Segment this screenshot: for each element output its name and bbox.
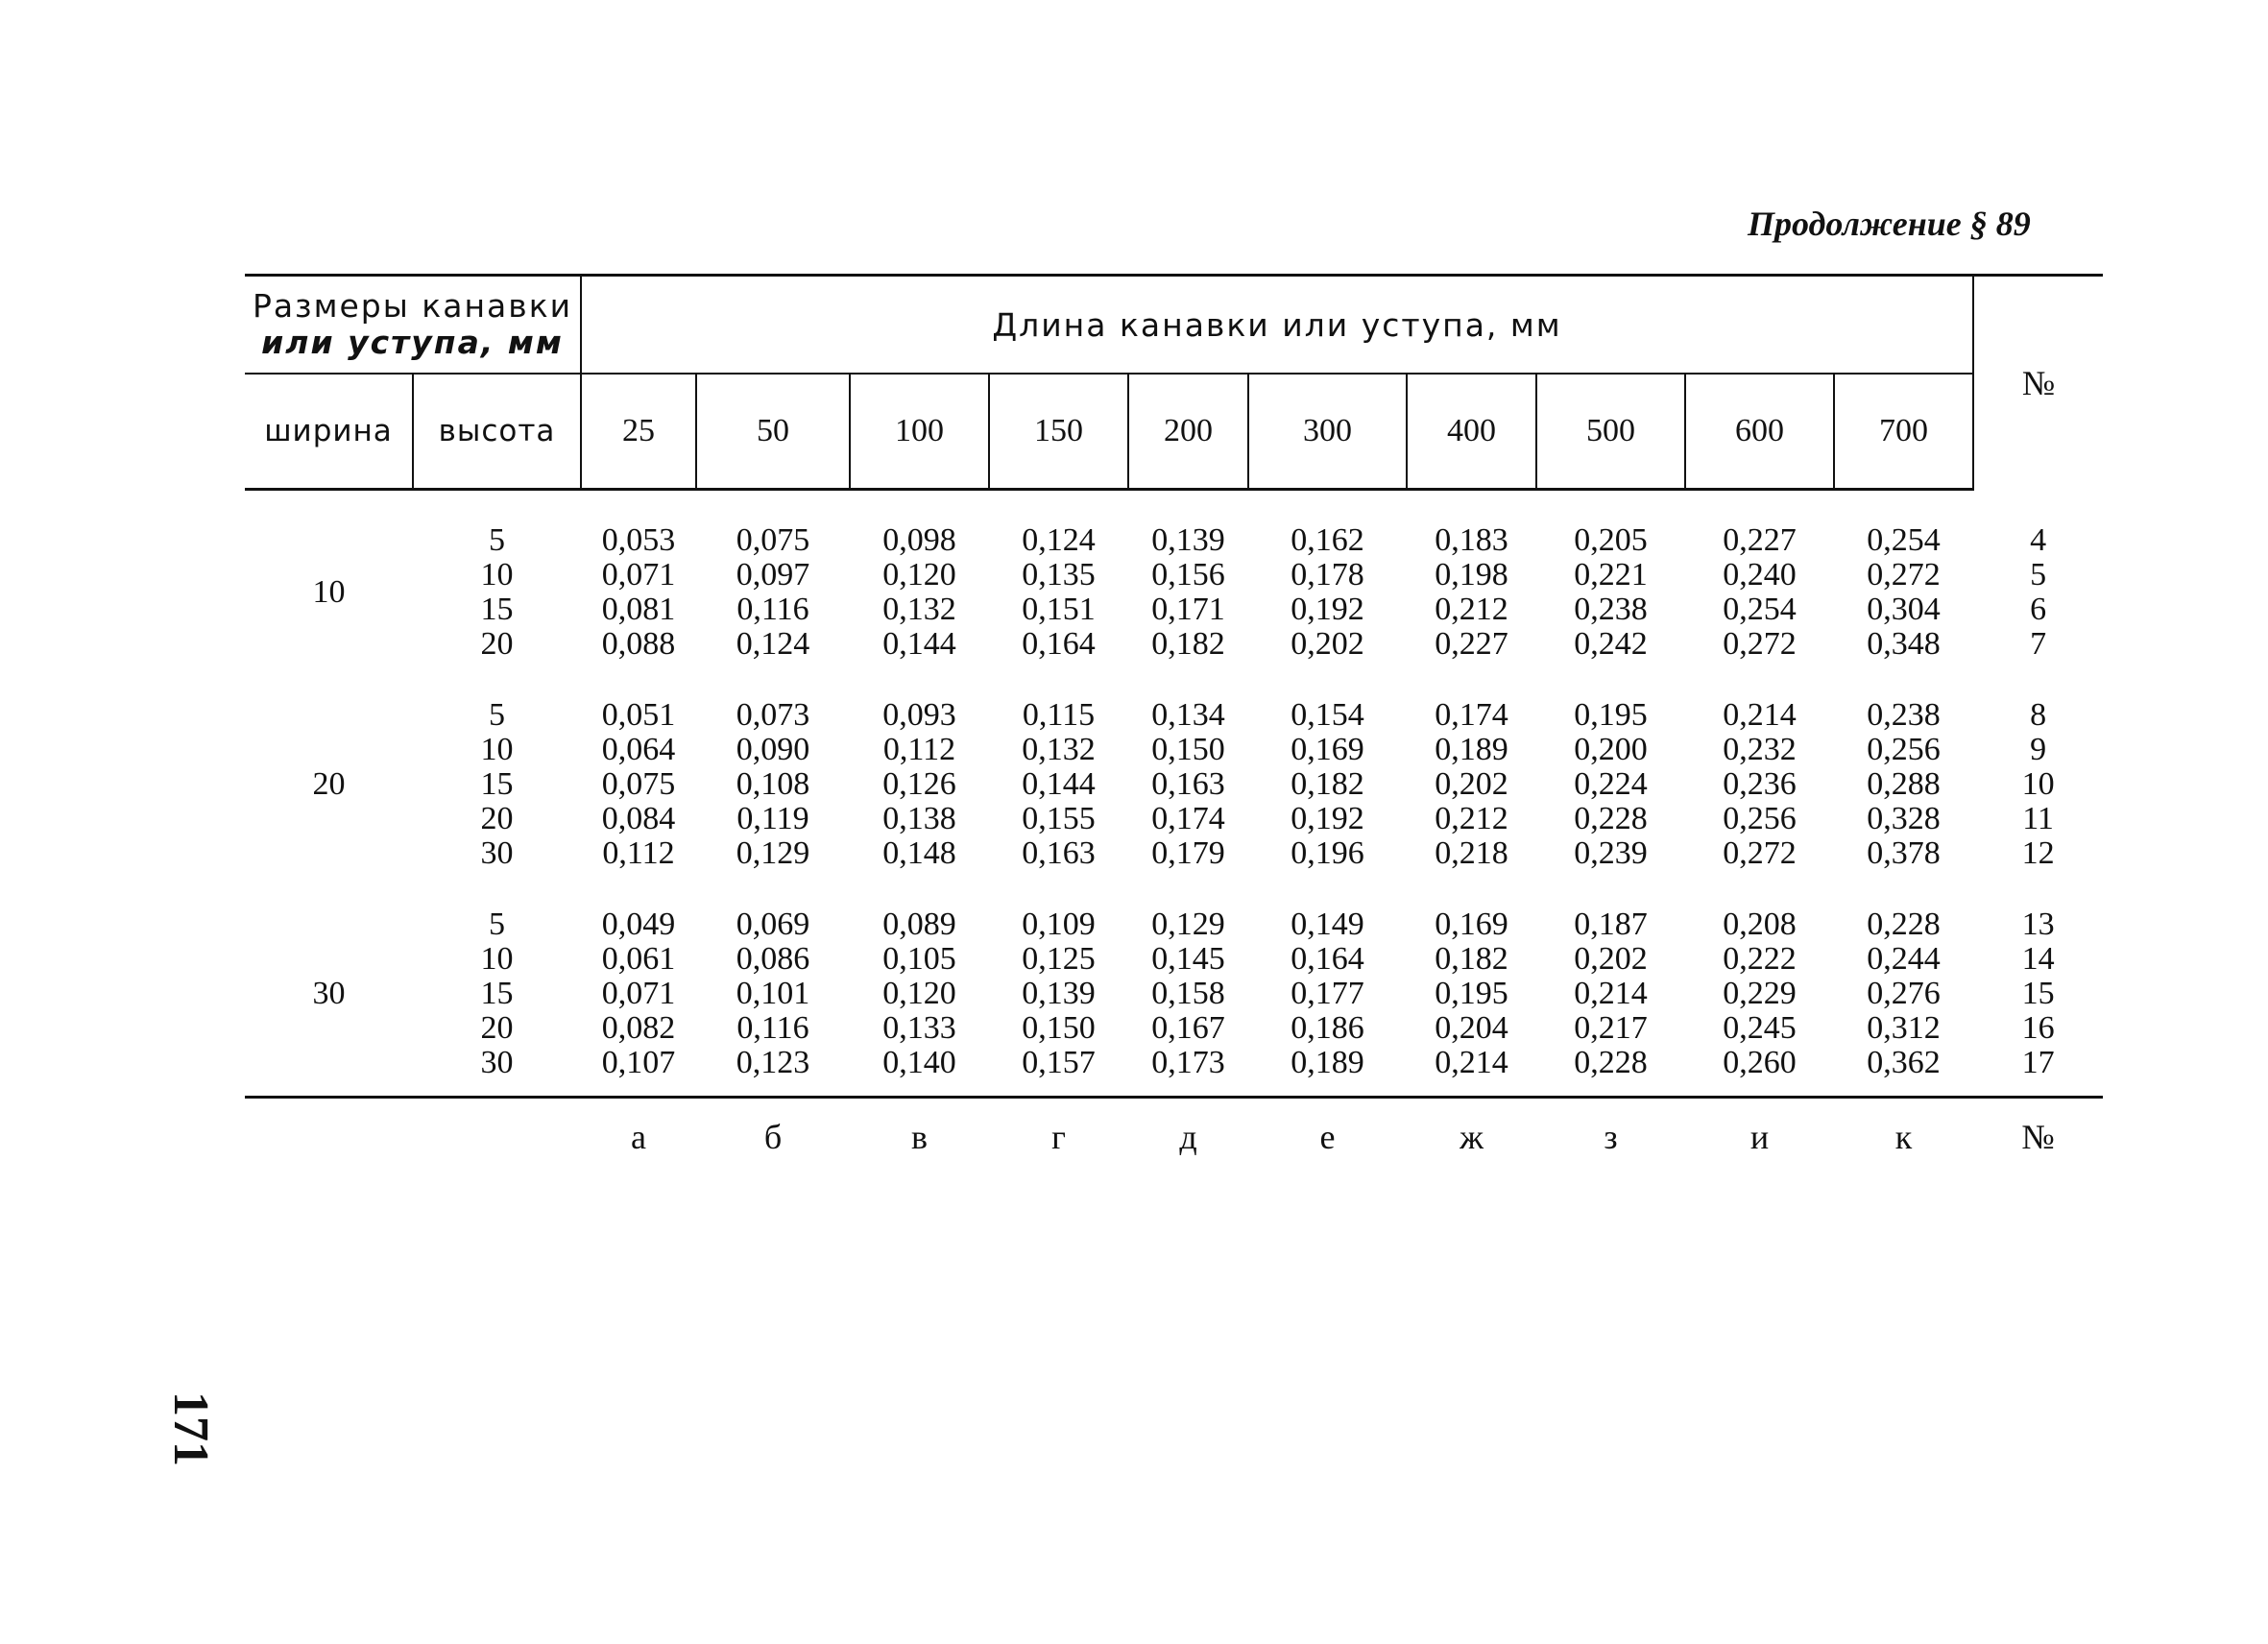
- value-cell: 0,140: [882, 1045, 956, 1080]
- value-cell: 0,272: [1867, 557, 1941, 592]
- row-number-cell: 8: [2030, 697, 2047, 733]
- value-cell: 0,069: [736, 907, 810, 942]
- value-cell: 0,205: [1574, 522, 1648, 558]
- groove-length-table: [245, 274, 2103, 1175]
- column-letters-row: [245, 1098, 2103, 1176]
- table-row: [245, 977, 2103, 1011]
- value-cell: 0,196: [1291, 835, 1364, 871]
- value-cell: 0,088: [601, 626, 676, 662]
- table-body: [245, 490, 2103, 1176]
- value-cell: 0,328: [1867, 801, 1941, 836]
- value-cell: 0,272: [1723, 835, 1797, 871]
- value-cell: 0,182: [1291, 766, 1364, 802]
- value-cell: 0,348: [1867, 626, 1941, 662]
- row-number-cell: 11: [2022, 801, 2054, 836]
- table-row: [245, 1046, 2103, 1080]
- width-cell: 30: [312, 976, 346, 1011]
- table-row: [245, 836, 2103, 871]
- table-row: [245, 733, 2103, 767]
- table-row: [245, 558, 2103, 592]
- size-group-line2: или уступа, мм: [261, 324, 564, 361]
- value-cell: 0,228: [1574, 801, 1648, 836]
- value-cell: 0,086: [736, 941, 810, 977]
- value-cell: 0,155: [1022, 801, 1096, 836]
- footer-number-label: №: [2021, 1118, 2055, 1156]
- value-cell: 0,202: [1574, 941, 1648, 977]
- height-cell: 15: [480, 766, 514, 802]
- value-cell: 0,179: [1151, 835, 1225, 871]
- column-letter: д: [1179, 1118, 1197, 1156]
- row-number-cell: 13: [2021, 907, 2055, 942]
- value-cell: 0,129: [1151, 907, 1225, 942]
- column-letter: б: [763, 1118, 783, 1156]
- column-letter: а: [631, 1118, 646, 1156]
- height-cell: 20: [480, 801, 514, 836]
- value-cell: 0,163: [1022, 835, 1096, 871]
- row-number-cell: 5: [2030, 557, 2047, 592]
- value-cell: 0,112: [882, 732, 956, 767]
- value-cell: 0,164: [1291, 941, 1364, 977]
- column-letter: з: [1604, 1118, 1618, 1156]
- value-cell: 0,138: [882, 801, 956, 836]
- row-number-cell: 6: [2030, 592, 2047, 627]
- value-cell: 0,276: [1867, 976, 1941, 1011]
- value-cell: 0,198: [1435, 557, 1508, 592]
- value-cell: 0,228: [1867, 907, 1941, 942]
- table-row: [245, 698, 2103, 733]
- height-cell: 5: [489, 522, 505, 558]
- continuation-title: Продолжение § 89: [1748, 205, 2031, 243]
- value-cell: 0,202: [1291, 626, 1364, 662]
- value-cell: 0,120: [882, 557, 956, 592]
- height-cell: 20: [480, 1010, 514, 1046]
- value-cell: 0,232: [1723, 732, 1797, 767]
- height-cell: 10: [480, 557, 514, 592]
- height-cell: 10: [480, 941, 514, 977]
- value-cell: 0,119: [736, 801, 809, 836]
- table-row: [245, 767, 2103, 802]
- table-row: [245, 627, 2103, 662]
- value-cell: 0,158: [1151, 976, 1225, 1011]
- value-cell: 0,245: [1723, 1010, 1797, 1046]
- row-number-cell: 7: [2030, 626, 2047, 662]
- value-cell: 0,145: [1151, 941, 1225, 977]
- value-cell: 0,101: [736, 976, 810, 1011]
- value-cell: 0,098: [882, 522, 956, 558]
- value-cell: 0,163: [1151, 766, 1225, 802]
- value-cell: 0,174: [1435, 697, 1508, 733]
- value-cell: 0,312: [1867, 1010, 1941, 1046]
- row-number-cell: 15: [2021, 976, 2055, 1011]
- value-cell: 0,112: [602, 835, 675, 871]
- value-cell: 0,288: [1867, 766, 1941, 802]
- value-cell: 0,187: [1574, 907, 1648, 942]
- value-cell: 0,169: [1291, 732, 1364, 767]
- value-cell: 0,108: [736, 766, 810, 802]
- value-cell: 0,133: [882, 1010, 956, 1046]
- height-cell: 5: [489, 907, 505, 942]
- value-cell: 0,214: [1574, 976, 1648, 1011]
- row-number-cell: 4: [2030, 522, 2047, 558]
- value-cell: 0,144: [1022, 766, 1096, 802]
- table-row: [245, 1011, 2103, 1046]
- value-cell: 0,227: [1723, 522, 1797, 558]
- length-header-600: 600: [1685, 374, 1834, 490]
- value-cell: 0,075: [601, 766, 676, 802]
- height-cell: 5: [489, 697, 505, 733]
- value-cell: 0,244: [1867, 941, 1941, 977]
- height-cell: 10: [480, 732, 514, 767]
- value-cell: 0,116: [736, 1010, 809, 1046]
- length-header-150: 150: [989, 374, 1128, 490]
- value-cell: 0,221: [1574, 557, 1648, 592]
- value-cell: 0,195: [1574, 697, 1648, 733]
- length-header-200: 200: [1128, 374, 1248, 490]
- value-cell: 0,260: [1723, 1045, 1797, 1080]
- value-cell: 0,186: [1291, 1010, 1364, 1046]
- length-header-300: 300: [1248, 374, 1407, 490]
- row-number-cell: 14: [2021, 941, 2055, 977]
- length-header-700: 700: [1834, 374, 1973, 490]
- width-cell: 20: [312, 766, 346, 802]
- header-row-group: [245, 276, 2103, 375]
- value-cell: 0,240: [1723, 557, 1797, 592]
- height-cell: 15: [480, 592, 514, 627]
- value-cell: 0,120: [882, 976, 956, 1011]
- table-row: [245, 592, 2103, 627]
- value-cell: 0,256: [1867, 732, 1941, 767]
- length-header-25: 25: [581, 374, 696, 490]
- column-letter: е: [1319, 1118, 1336, 1156]
- value-cell: 0,150: [1151, 732, 1225, 767]
- value-cell: 0,090: [736, 732, 810, 767]
- value-cell: 0,149: [1291, 907, 1364, 942]
- length-header-400: 400: [1407, 374, 1536, 490]
- height-cell: 30: [480, 835, 514, 871]
- width-cell: 10: [312, 574, 346, 610]
- value-cell: 0,167: [1151, 1010, 1225, 1046]
- page-number: 171: [163, 1391, 218, 1466]
- column-letter: г: [1051, 1118, 1066, 1156]
- height-cell: 15: [480, 976, 514, 1011]
- value-cell: 0,144: [882, 626, 956, 662]
- value-cell: 0,053: [601, 522, 676, 558]
- size-group-header: [245, 276, 581, 375]
- value-cell: 0,073: [736, 697, 810, 733]
- number-column-header: №: [1973, 276, 2103, 490]
- value-cell: 0,224: [1574, 766, 1648, 802]
- value-cell: 0,162: [1291, 522, 1364, 558]
- value-cell: 0,304: [1867, 592, 1941, 627]
- table-row: [245, 802, 2103, 836]
- value-cell: 0,256: [1723, 801, 1797, 836]
- value-cell: 0,139: [1151, 522, 1225, 558]
- value-cell: 0,089: [882, 907, 956, 942]
- value-cell: 0,214: [1723, 697, 1797, 733]
- value-cell: 0,150: [1022, 1010, 1096, 1046]
- value-cell: 0,362: [1867, 1045, 1941, 1080]
- column-letter: к: [1894, 1118, 1913, 1156]
- size-group-line1: Размеры канавки: [252, 287, 573, 325]
- value-cell: 0,093: [882, 697, 956, 733]
- value-cell: 0,109: [1022, 907, 1096, 942]
- value-cell: 0,154: [1291, 697, 1364, 733]
- value-cell: 0,192: [1291, 592, 1364, 627]
- value-cell: 0,132: [1022, 732, 1096, 767]
- value-cell: 0,049: [601, 907, 676, 942]
- length-header-100: 100: [850, 374, 989, 490]
- value-cell: 0,228: [1574, 1045, 1648, 1080]
- value-cell: 0,236: [1723, 766, 1797, 802]
- value-cell: 0,217: [1574, 1010, 1648, 1046]
- row-number-cell: 10: [2021, 766, 2055, 802]
- table-row: [245, 907, 2103, 942]
- value-cell: 0,195: [1435, 976, 1508, 1011]
- value-cell: 0,075: [736, 522, 810, 558]
- value-cell: 0,126: [882, 766, 956, 802]
- height-header: высота: [413, 374, 581, 490]
- value-cell: 0,132: [882, 592, 956, 627]
- table-row: [245, 523, 2103, 558]
- value-cell: 0,082: [601, 1010, 676, 1046]
- value-cell: 0,135: [1022, 557, 1096, 592]
- value-cell: 0,239: [1574, 835, 1648, 871]
- row-number-cell: 16: [2021, 1010, 2055, 1046]
- value-cell: 0,227: [1435, 626, 1508, 662]
- row-number-cell: 12: [2021, 835, 2055, 871]
- value-cell: 0,254: [1723, 592, 1797, 627]
- value-cell: 0,071: [601, 976, 676, 1011]
- column-letter: и: [1749, 1118, 1770, 1156]
- value-cell: 0,156: [1151, 557, 1225, 592]
- value-cell: 0,182: [1151, 626, 1225, 662]
- value-cell: 0,208: [1723, 907, 1797, 942]
- value-cell: 0,238: [1574, 592, 1648, 627]
- value-cell: 0,134: [1151, 697, 1225, 733]
- value-cell: 0,272: [1723, 626, 1797, 662]
- header-row-sub: [245, 374, 2103, 490]
- value-cell: 0,115: [1022, 697, 1096, 733]
- value-cell: 0,124: [1022, 522, 1096, 558]
- height-cell: 20: [480, 626, 514, 662]
- value-cell: 0,378: [1867, 835, 1941, 871]
- value-cell: 0,148: [882, 835, 956, 871]
- value-cell: 0,189: [1291, 1045, 1364, 1080]
- value-cell: 0,222: [1723, 941, 1797, 977]
- value-cell: 0,178: [1291, 557, 1364, 592]
- value-cell: 0,173: [1151, 1045, 1225, 1080]
- value-cell: 0,125: [1022, 941, 1096, 977]
- value-cell: 0,212: [1435, 801, 1508, 836]
- value-cell: 0,202: [1435, 766, 1508, 802]
- value-cell: 0,254: [1867, 522, 1941, 558]
- value-cell: 0,177: [1291, 976, 1364, 1011]
- value-cell: 0,051: [601, 697, 676, 733]
- value-cell: 0,105: [882, 941, 956, 977]
- value-cell: 0,097: [736, 557, 810, 592]
- value-cell: 0,218: [1435, 835, 1508, 871]
- value-cell: 0,064: [601, 732, 676, 767]
- value-cell: 0,151: [1022, 592, 1096, 627]
- value-cell: 0,229: [1723, 976, 1797, 1011]
- value-cell: 0,192: [1291, 801, 1364, 836]
- table-header: [245, 276, 2103, 490]
- value-cell: 0,071: [601, 557, 676, 592]
- table-row: [245, 942, 2103, 977]
- column-letter: в: [911, 1118, 929, 1156]
- value-cell: 0,212: [1435, 592, 1508, 627]
- value-cell: 0,200: [1574, 732, 1648, 767]
- value-cell: 0,123: [736, 1045, 810, 1080]
- row-number-cell: 17: [2021, 1045, 2055, 1080]
- value-cell: 0,164: [1022, 626, 1096, 662]
- value-cell: 0,183: [1435, 522, 1508, 558]
- value-cell: 0,238: [1867, 697, 1941, 733]
- length-group-header: Длина канавки или уступа, мм: [581, 276, 1973, 375]
- length-header-50: 50: [696, 374, 850, 490]
- data-table-container: [245, 274, 2103, 1175]
- value-cell: 0,061: [601, 941, 676, 977]
- value-cell: 0,081: [601, 592, 676, 627]
- value-cell: 0,182: [1435, 941, 1508, 977]
- value-cell: 0,169: [1435, 907, 1508, 942]
- value-cell: 0,129: [736, 835, 810, 871]
- row-number-cell: 9: [2030, 732, 2047, 767]
- value-cell: 0,084: [601, 801, 676, 836]
- value-cell: 0,204: [1435, 1010, 1508, 1046]
- value-cell: 0,139: [1022, 976, 1096, 1011]
- value-cell: 0,116: [736, 592, 809, 627]
- length-header-500: 500: [1536, 374, 1685, 490]
- value-cell: 0,189: [1435, 732, 1508, 767]
- value-cell: 0,174: [1151, 801, 1225, 836]
- width-header: ширина: [245, 374, 413, 490]
- value-cell: 0,107: [601, 1045, 676, 1080]
- value-cell: 0,124: [736, 626, 810, 662]
- value-cell: 0,171: [1151, 592, 1225, 627]
- column-letter: ж: [1460, 1118, 1484, 1156]
- height-cell: 30: [480, 1045, 514, 1080]
- value-cell: 0,242: [1574, 626, 1648, 662]
- value-cell: 0,157: [1022, 1045, 1096, 1080]
- value-cell: 0,214: [1435, 1045, 1508, 1080]
